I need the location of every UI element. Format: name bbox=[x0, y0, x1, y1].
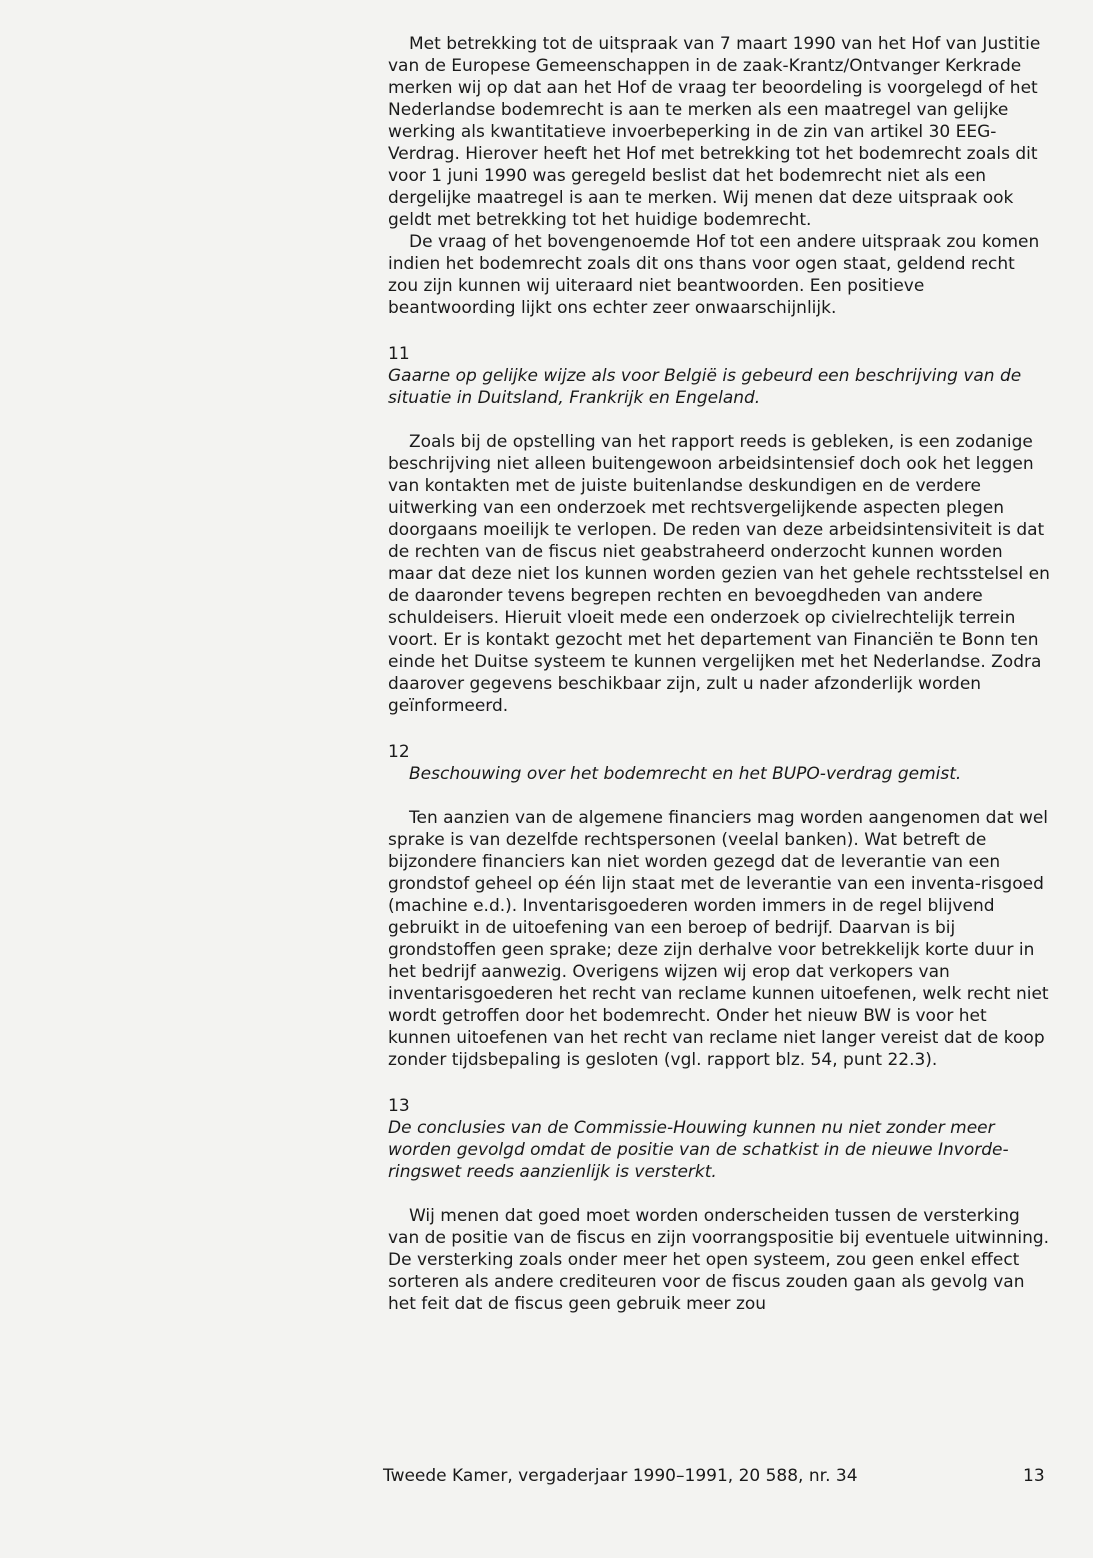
question-number: 11 bbox=[388, 344, 410, 364]
answer-paragraph: Wij menen dat goed moet worden onderscheiden tussen de versterking van de positie van de fiscus en zijn voorrangspositie bij eventuele uitwinning. De versterking zoals onder meer het open systeem, zou geen enkel effect sorteren als andere crediteuren voor de fiscus zouden gaan als gevolg van het feit dat de fiscus geen gebruik meer zou bbox=[388, 1206, 1050, 1314]
question-number: 13 bbox=[388, 1096, 410, 1116]
question-text: Beschouwing over het bodemrecht en het BUPO-verdrag gemist. bbox=[409, 764, 962, 784]
question-text: Gaarne op gelijke wijze als voor België is gebeurd een beschrijving van de situatie in Duitsland, Frankrijk en Engeland. bbox=[388, 366, 1022, 408]
answer-paragraph: Ten aanzien van de algemene financiers mag worden aangenomen dat wel sprake is van dezelfde rechtspersonen (veelal banken). Wat betreft de bijzondere financiers kan niet worden gezegd dat de leverantie van een grondstof geheel op één lijn staat met de leverantie van een inventa-risgoed (machine e.d.). Inventarisgoederen worden immers in de regel blijvend gebruikt in de uitoefening van een beroep of bedrijf. Daarvan is bij grondstoffen geen sprake; deze zijn derhalve voor betrekkelijk korte duur in het bedrijf aanwezig. Overigens wijzen wij erop dat verkopers van inventarisgoederen het recht van reclame kunnen uitoefenen, welk recht niet wordt getroffen door het bodemrecht. Onder het nieuw BW is voor het kunnen uitoefenen van het recht van reclame niet langer vereist dat de koop zonder tijdsbepaling is gesloten (vgl. rapport blz. 54, punt 22.3). bbox=[388, 808, 1049, 1070]
answer-paragraph: Zoals bij de opstelling van het rapport reeds is gebleken, is een zodanige beschrijving niet alleen buitengewoon arbeidsintensief doch ook het leggen van kontakten met de juiste buitenlandse deskundigen en de verdere uitwerking van een onderzoek met rechtsvergelijkende aspecten plegen doorgaans moeilijk te verlopen. De reden van deze arbeidsintensiviteit is dat de rechten van de fiscus niet geabstraheerd onderzocht kunnen worden maar dat deze niet los kunnen worden gezien van het gehele rechtsstelsel en de daaronder tevens begrepen rechten en bevoegdheden van andere schuldeisers. Hieruit vloeit mede een onderzoek op civielrechtelijk terrein voort. Er is kontakt gezocht met het departement van Financiën te Bonn ten einde het Duitse systeem te kunnen vergelijken met het Nederlandse. Zodra daarover gegevens beschikbaar zijn, zult u nader afzonderlijk worden geïnformeerd. bbox=[388, 432, 1050, 716]
question-text: De conclusies van de Commissie-Houwing kunnen nu niet zonder meer worden gevolgd omdat de positie van de schatkist in de nieuwe Invorde-ringswet reeds aanzienlijk is versterkt. bbox=[388, 1118, 1009, 1182]
paragraph: De vraag of het bovengenoemde Hof tot een andere uitspraak zou komen indien het bodemrecht zoals dit ons thans voor ogen staat, geldend recht zou zijn kunnen wij uiteraard niet beantwoorden. Een positieve beantwoording lijkt ons echter zeer onwaarschijnlijk. bbox=[388, 232, 1040, 318]
page-number: 13 bbox=[1023, 1466, 1045, 1486]
question-number: 12 bbox=[388, 742, 410, 762]
paragraph: Met betrekking tot de uitspraak van 7 maart 1990 van het Hof van Justitie van de Europese Gemeenschappen in de zaak-Krantz/Ontvanger Kerkrade merken wij op dat aan het Hof de vraag ter beoordeling is voorgelegd of het Nederlandse bodemrecht is aan te merken als een maatregel van gelijke werking als kwantitatieve invoerbeperking in de zin van artikel 30 EEG-Verdrag. Hierover heeft het Hof met betrekking tot het bodemrecht zoals dit voor 1 juni 1990 was geregeld beslist dat het bodemrecht niet als een dergelijke maatregel is aan te merken. Wij menen dat deze uitspraak ook geldt met betrekking tot het huidige bodemrecht. bbox=[388, 34, 1041, 230]
text-column bbox=[388, 33, 1050, 1315]
footer-citation: Tweede Kamer, vergaderjaar 1990–1991, 20 588, nr. 34 bbox=[383, 1466, 858, 1486]
